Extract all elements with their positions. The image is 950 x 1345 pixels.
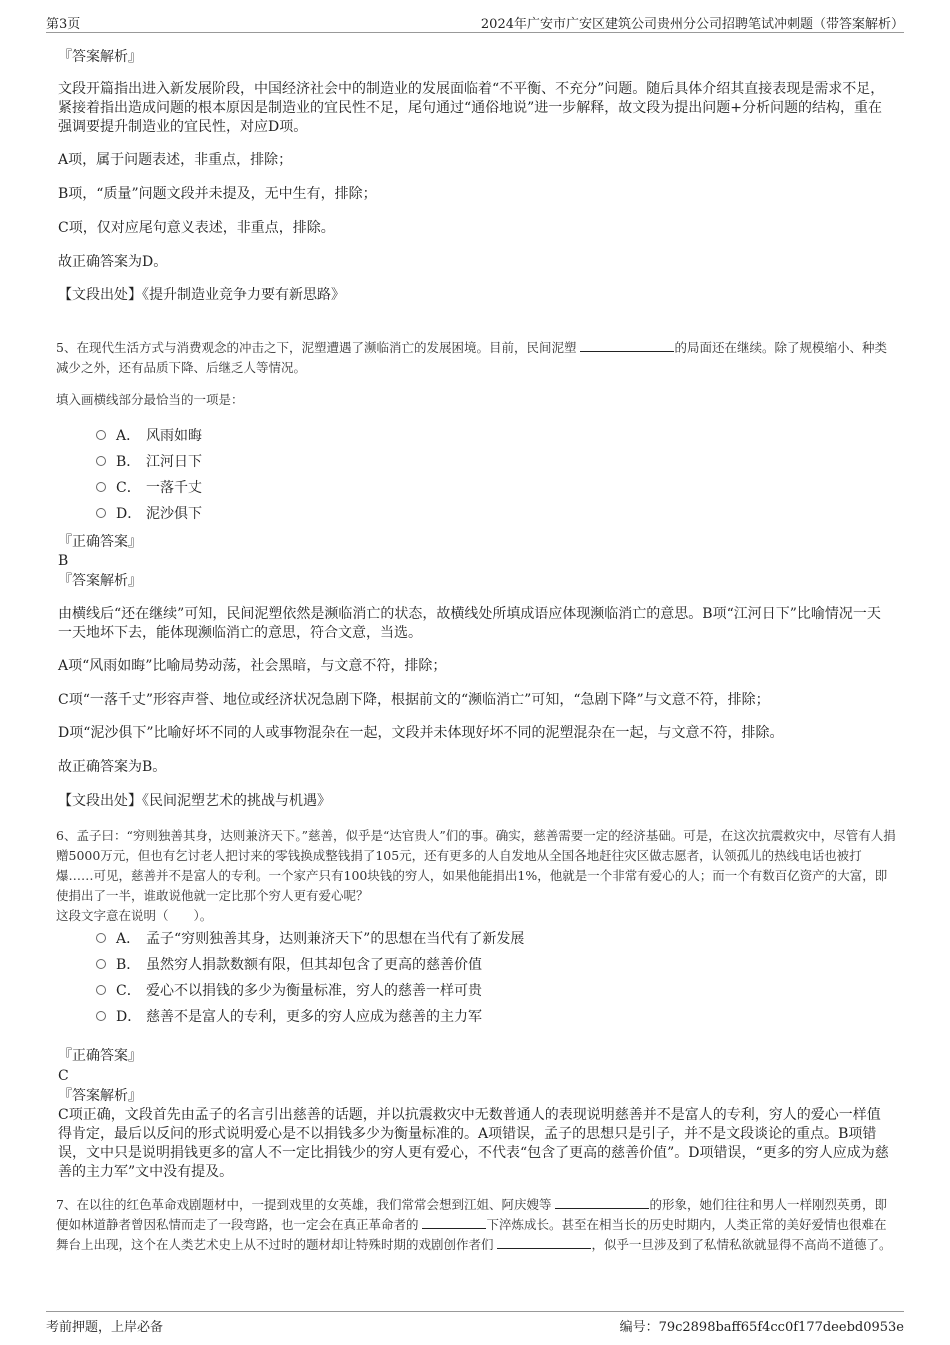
page-footer <box>46 1311 904 1334</box>
q6-option-a[interactable]: A． 孟子“穷则独善其身，达则兼济天下”的思想在当代有了新发展 <box>96 929 524 949</box>
q7-blank-3 <box>497 1236 591 1249</box>
radio-icon[interactable] <box>96 933 106 943</box>
q5-option-d-note: D项“泥沙俱下”比喻好坏不同的人或事物混杂在一起，文段并未体现好坏不同的泥塑混杂在一起，与文意不符，排除。 <box>58 725 784 741</box>
q7-blank-1 <box>555 1196 649 1209</box>
q5-source: 【文段出处】《民间泥塑艺术的挑战与机遇》 <box>58 793 331 809</box>
document-id: 编号：79c2898baff65f4cc0f177deebd0953e <box>619 1320 904 1335</box>
page-number: 第3页 <box>46 17 81 32</box>
radio-icon[interactable] <box>96 1011 106 1021</box>
q6-option-b[interactable]: B． 虽然穷人捐款数额有限，但其却包含了更高的慈善价值 <box>96 955 482 975</box>
q6-stem: 6、孟子曰：“穷则独善其身，达则兼济天下。”慈善，似乎是“达官贵人”们的事。确实，慈善需要一定的经济基础。可是，在这次抗震救灾中，尽管有人捐赠5000万元，但也有乞讨老人把讨来的零钱换成整钱捐了105元，还有更多的人自发地从全国各地赶往灾区做志愿者，认领孤儿的热线电话也被打爆……可见，慈善并不是富人的专利。一个家产只有100块钱的穷人，如果他能捐出1%，他就是一个非常有爱心的人；而一个有数百亿资产的大富，即使捐出了一半，谁敢说他就一定比那个穷人更有爱心呢？ <box>56 828 896 903</box>
q6-option-d[interactable]: D． 慈善不是富人的专利，更多的穷人应成为慈善的主力军 <box>96 1007 482 1027</box>
q6-prompt: 这段文字意在说明（ ）。 <box>56 908 213 923</box>
radio-icon[interactable] <box>96 456 106 466</box>
q5-answer: B <box>58 553 69 569</box>
q5-analysis: 由横线后“还在继续”可知，民间泥塑依然是濒临消亡的状态，故横线处所填成语应体现濒临消亡的意思。B项“江河日下”比喻情况一天一天地坏下去，能体现濒临消亡的意思，符合文意，当选。 <box>58 606 881 641</box>
q4-source: 【文段出处】《提升制造业竞争力要有新思路》 <box>58 287 345 303</box>
radio-icon[interactable] <box>96 959 106 969</box>
q4-conclusion: 故正确答案为D。 <box>58 254 168 270</box>
q6-analysis: C项正确，文段首先由孟子的名言引出慈善的话题，并以抗震救灾中无数普通人的表现说明慈善并不是富人的专利，穷人的爱心一样值得肯定，最后以反问的形式说明爱心是不以捐钱多少为衡量标准的。A项错误，孟子的思想只是引子，并不是文段谈论的重点。B项错误，文中只是说明捐钱更多的富人不一定比捐钱少的穷人更有爱心，不代表“包含了更高的慈善价值”。D项错误，“更多的穷人应成为慈善的主力军”文中没有提及。 <box>58 1107 889 1180</box>
q5-option-c[interactable]: C． 一落千丈 <box>96 478 202 498</box>
q5-analysis-label: 『答案解析』 <box>58 573 142 589</box>
q5-option-d[interactable]: D． 泥沙俱下 <box>96 504 202 524</box>
q4-analysis: 文段开篇指出进入新发展阶段，中国经济社会中的制造业的发展面临着“不平衡、不充分”问题。随后具体介绍其直接表现是需求不足，紧接着指出造成问题的根本原因是制造业的宜民性不足，尾句通过“通俗地说”进一步解释，故文段为提出问题+分析问题的结构，重在强调要提升制造业的宜民性，对应D项。 <box>58 81 885 135</box>
q4-option-a-note: A项，属于问题表述，非重点，排除； <box>58 152 293 168</box>
q5-stem: 5、在现代生活方式与消费观念的冲击之下，泥塑遭遇了濒临消亡的发展困境。目前，民间泥塑 的局面还在继续。除了规模缩小、种类减少之外，还有品质下降、后继乏人等情况。 <box>56 340 887 375</box>
radio-icon[interactable] <box>96 985 106 995</box>
radio-icon[interactable] <box>96 508 106 518</box>
q5-option-c-note: C项“一落千丈”形容声誉、地位或经济状况急剧下降，根据前文的“濒临消亡”可知，“急剧下降”与文意不符，排除； <box>58 692 770 708</box>
q5-blank <box>580 339 674 352</box>
q5-option-a[interactable]: A． 风雨如晦 <box>96 426 202 446</box>
q6-answer-label: 『正确答案』 <box>58 1048 142 1064</box>
q5-conclusion: 故正确答案为B。 <box>58 759 167 775</box>
q6-answer: C <box>58 1068 69 1084</box>
q6-analysis-label: 『答案解析』 <box>58 1088 142 1104</box>
radio-icon[interactable] <box>96 430 106 440</box>
q7-stem: 7、在以往的红色革命戏剧题材中，一提到戏里的女英雄，我们常常会想到江姐、阿庆嫂等 的形象，她们往往和男人一样刚烈英勇，即便如林道静者曾因私情而走了一段弯路，也一定会在真正革命者的 下淬炼成长。甚至在相当长的历史时期内，人类正常的美好爱情也很难在舞台上出现，这个在人类艺术史上从不过时的题材却让特殊时期的戏剧创作者们 ，似乎一旦涉及到了私情私欲就显得不高尚不道德了。 <box>56 1197 892 1252</box>
document-title: 2024年广安市广安区建筑公司贵州分公司招聘笔试冲刺题（带答案解析） <box>480 17 904 32</box>
q4-option-c-note: C项，仅对应尾句意义表述，非重点，排除。 <box>58 220 335 236</box>
q4-analysis-label: 『答案解析』 <box>58 49 142 65</box>
radio-icon[interactable] <box>96 482 106 492</box>
q6-option-c[interactable]: C． 爱心不以捐钱的多少为衡量标准，穷人的慈善一样可贵 <box>96 981 482 1001</box>
page-header <box>46 10 904 33</box>
q7-blank-2 <box>422 1216 486 1229</box>
q5-answer-label: 『正确答案』 <box>58 534 142 550</box>
q5-prompt: 填入画横线部分最恰当的一项是： <box>56 392 244 407</box>
q4-option-b-note: B项，“质量”问题文段并未提及，无中生有，排除； <box>58 186 377 202</box>
q5-option-b[interactable]: B． 江河日下 <box>96 452 202 472</box>
footer-slogan: 考前押题，上岸必备 <box>46 1320 164 1335</box>
q5-option-a-note: A项“风雨如晦”比喻局势动荡，社会黑暗，与文意不符，排除； <box>58 658 447 674</box>
